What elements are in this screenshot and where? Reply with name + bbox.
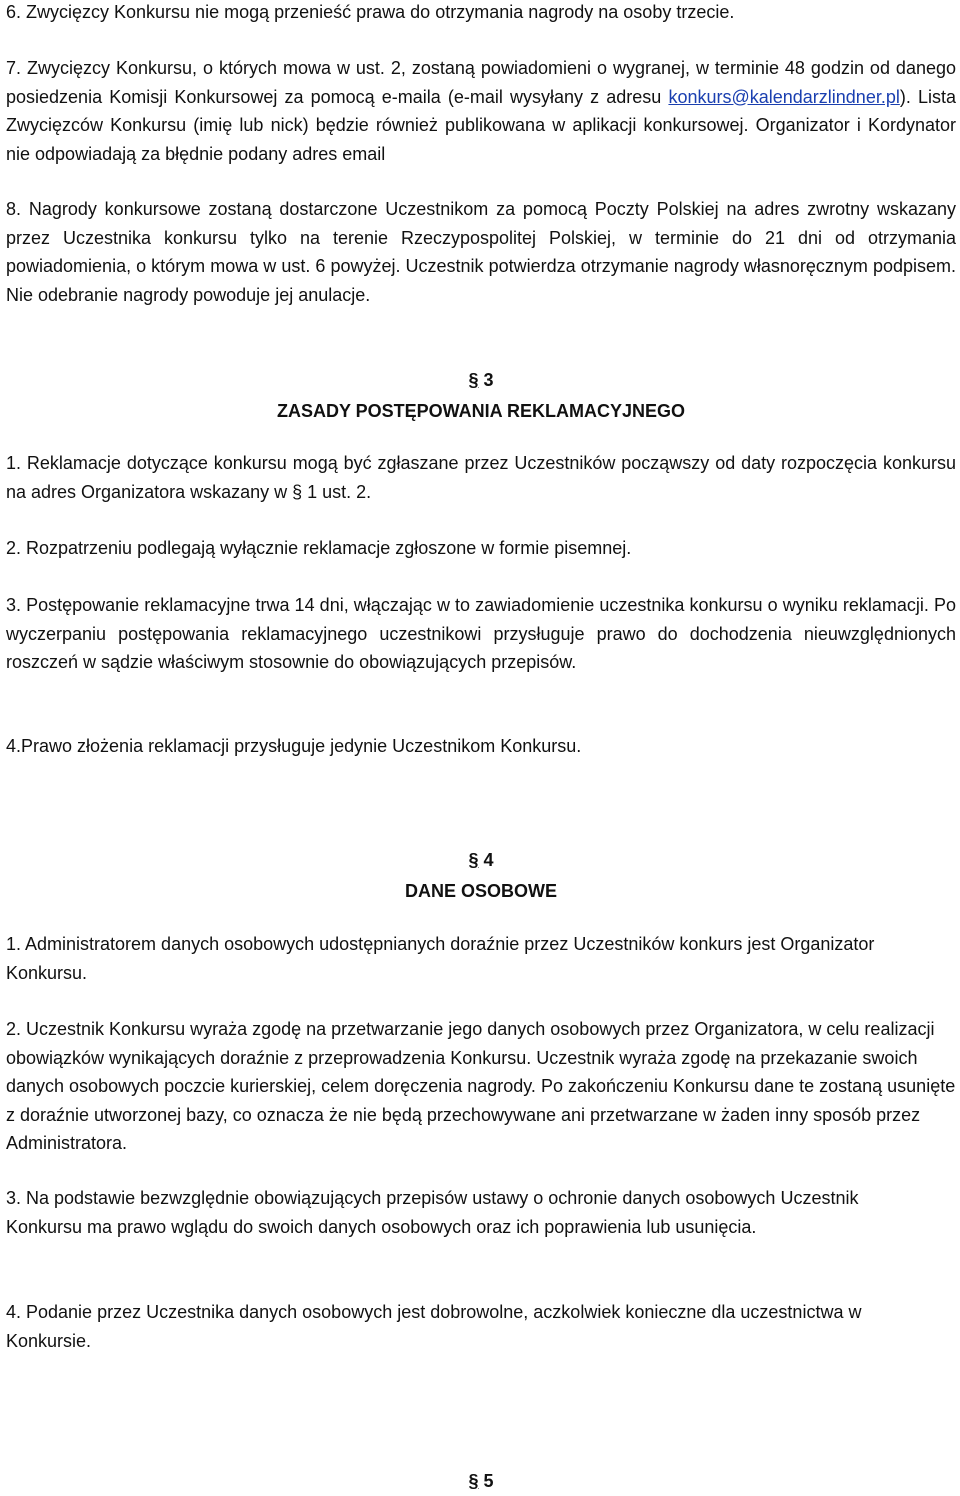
section4-number-text: 4 bbox=[483, 850, 494, 870]
section5-heading bbox=[6, 1467, 956, 1496]
section-symbol: § bbox=[468, 850, 479, 870]
section3-paragraph-1: 1. Reklamacje dotyczące konkursu mogą być zgłaszane przez Uczestników począwszy od daty rozpoczęcia konkursu na adres Organizatora wskazany w § 1 ust. 2. bbox=[6, 453, 956, 502]
section4-number bbox=[6, 846, 956, 875]
section4-title: DANE OSOBOWE bbox=[404, 880, 557, 901]
section5-number-text: 5 bbox=[483, 1471, 494, 1491]
section4-paragraph-3: 3. Na podstawie bezwzględnie obowiązujących przepisów ustawy o ochronie danych osobowych Uczestnik Konkursu ma prawo wglądu do swoich danych osobowych oraz ich poprawienia lub usunięcia. bbox=[6, 1188, 859, 1237]
section3-number bbox=[6, 366, 956, 395]
section3-number-text: 3 bbox=[483, 370, 494, 390]
section2-paragraph-7 bbox=[6, 54, 956, 168]
contest-email-link[interactable]: konkurs@kalendarzlindner.pl bbox=[668, 86, 900, 107]
section2-paragraph-8: 8. Nagrody konkursowe zostaną dostarczone Uczestnikom za pomocą Poczty Polskiej na adres zwrotny wskazany przez Uczestnika konkursu tylko na terenie Rzeczypospolitej Polskiej, w terminie do 21 dni od otrzymania powiadomienia, o którym mowa w ust. 6 powyżej. Uczestnik potwierdza otrzymanie nagrody własnoręcznym podpisem. Nie odebranie nagrody powoduje jej anulacje. bbox=[6, 199, 956, 305]
paragraph-7-text-b: ). Lista Zwycięzców Konkursu (imię lub nick) będzie również publikowana w aplikacji konkursowej. Organizator i Kordynator nie odpowiadają za błędnie podany adres email bbox=[6, 86, 956, 164]
section4-paragraph-4: 4. Podanie przez Uczestnika danych osobowych jest dobrowolne, aczkolwiek konieczne dla uczestnictwa w Konkursie. bbox=[6, 1302, 862, 1351]
section2-paragraph-6: 6. Zwycięzcy Konkursu nie mogą przenieść prawa do otrzymania nagrody na osoby trzecie. bbox=[6, 2, 735, 22]
section3-heading bbox=[6, 366, 956, 425]
section3-paragraph-4: 4.Prawo złożenia reklamacji przysługuje jedynie Uczestnikom Konkursu. bbox=[6, 736, 582, 756]
section3-title: ZASADY POSTĘPOWANIA REKLAMACYJNEGO bbox=[276, 400, 686, 421]
section3-paragraph-3: 3. Postępowanie reklamacyjne trwa 14 dni, włączając w to zawiadomienie uczestnika konkursu o wyniku reklamacji. Po wyczerpaniu postępowania reklamacyjnego uczestnikowi przysługuje prawo do dochodzenia nieuwzględnionych roszczeń w sądzie właściwym stosownie do obowiązujących przepisów. bbox=[6, 595, 956, 672]
paragraph-7-text-a: 7. Zwycięzcy Konkursu, o których mowa w ust. 2, zostaną powiadomieni o wygranej, w terminie 48 godzin od danego posiedzenia Komisji Konkursowej za pomocą e-maila (e-mail wysyłany z adresu bbox=[6, 58, 956, 107]
section-symbol: § bbox=[468, 1471, 479, 1491]
section-symbol: § bbox=[468, 370, 479, 390]
section4-paragraph-2: 2. Uczestnik Konkursu wyraża zgodę na przetwarzanie jego danych osobowych przez Organizatora, w celu realizacji obowiązków wynikających doraźnie z przeprowadzenia Konkursu. Uczestnik wyraża zgodę na przekazanie swoich danych osobowych poczcie kurierskiej, celem doręczenia nagrody. Po zakończeniu Konkursu dane te zostaną usunięte z doraźnie utworzonej bazy, co oznacza że nie będą przechowywane ani przetwarzane w żaden inny sposób przez Administratora. bbox=[6, 1019, 956, 1153]
section5-number bbox=[6, 1467, 956, 1496]
section4-heading bbox=[6, 846, 956, 905]
section3-paragraph-2: 2. Rozpatrzeniu podlegają wyłącznie reklamacje zgłoszone w formie pisemnej. bbox=[6, 538, 632, 558]
section4-paragraph-1: 1. Administratorem danych osobowych udostępnianych doraźnie przez Uczestników konkurs jest Organizator Konkursu. bbox=[6, 934, 875, 983]
